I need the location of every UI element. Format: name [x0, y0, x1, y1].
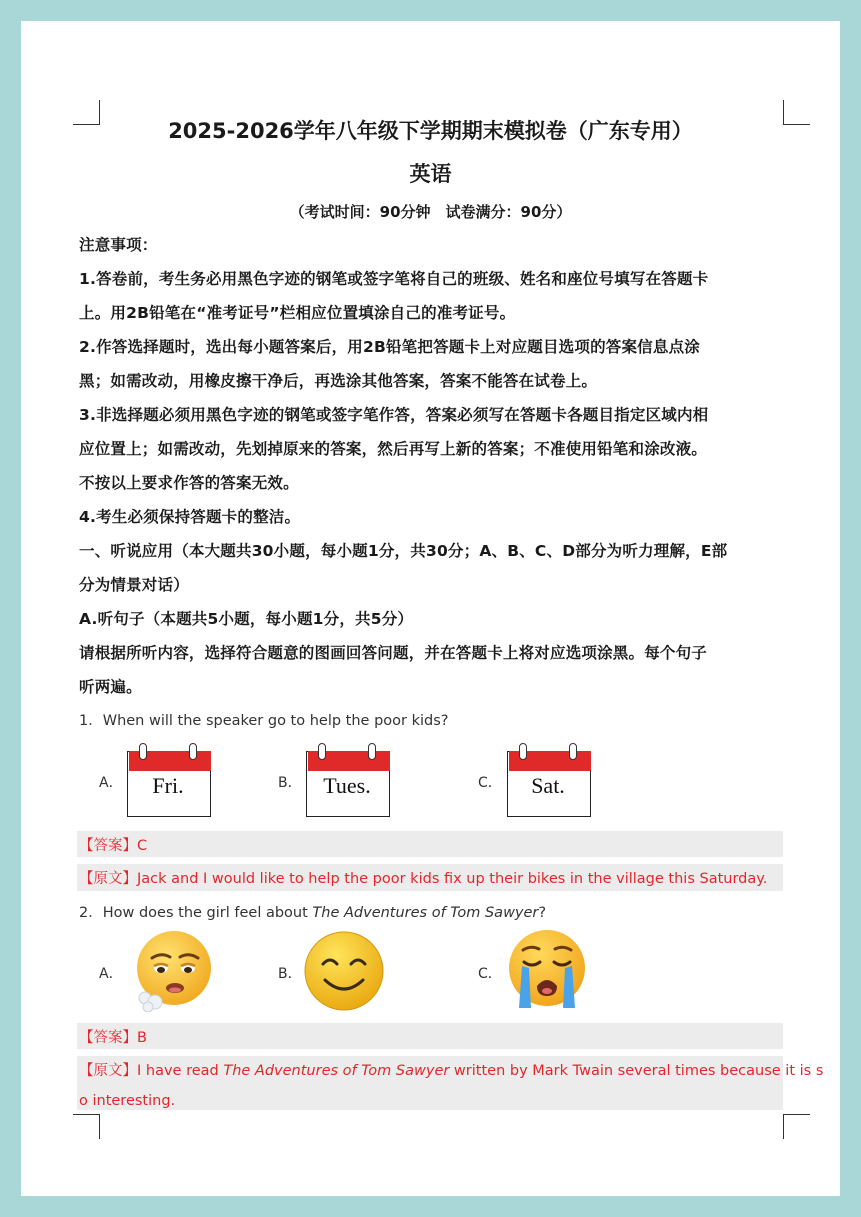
answer-line: [79, 1026, 147, 1047]
calendar-icon: [507, 743, 591, 817]
answer-box: [77, 831, 783, 857]
script-text-cont: written by Mark Twain several times because it is s: [449, 1063, 824, 1079]
option-letter-c: C．: [478, 966, 502, 982]
instruction-line2: 听两遍。: [79, 678, 142, 696]
calendar-icon: [127, 743, 211, 817]
smiling-face-icon: [303, 930, 385, 1012]
answer-tag: 【答案】: [79, 1030, 137, 1046]
answer-tag: 【答案】: [79, 838, 137, 854]
answer-value: B: [137, 1030, 147, 1046]
calendar-ring: [189, 743, 197, 760]
calendar-ring: [318, 743, 326, 760]
crop-mark-bottom-right: [783, 1114, 810, 1139]
calendar-label: Fri.: [152, 773, 184, 798]
question-text: How does the girl feel about: [102, 905, 313, 921]
option-letter-c: C．: [478, 775, 502, 791]
option-letter-b: B．: [278, 775, 302, 791]
crying-face-icon: [505, 928, 589, 1012]
script-text: I have read: [137, 1063, 224, 1079]
script-line-2: o interesting.: [79, 1093, 176, 1109]
question-number: 1．: [79, 713, 103, 729]
notes-line: 应位置上；如需改动，先划掉原来的答案，然后再写上新的答案；不准使用铅笔和涂改液。: [79, 440, 708, 458]
calendar-ring: [139, 743, 147, 760]
script-line: [79, 867, 767, 888]
answer-box: [77, 1023, 783, 1049]
calendar-ring: [368, 743, 376, 760]
notes-line: 不按以上要求作答的答案无效。: [79, 474, 299, 492]
calendar-label: Sat.: [531, 773, 565, 798]
script-tag: 【原文】: [79, 871, 137, 887]
section-heading-line2: 分为情景对话）: [79, 576, 189, 594]
answer-line: [79, 834, 147, 855]
part-a-heading: A.听句子（本题共5小题，每小题1分，共5分）: [79, 610, 414, 628]
exam-page: [21, 21, 840, 1196]
crop-mark-bottom-left: [73, 1114, 100, 1139]
script-line: [79, 1059, 823, 1080]
script-tag: 【原文】: [79, 1063, 137, 1079]
exam-subject: 英语: [409, 162, 452, 186]
book-title: The Adventures of Tom Sawyer: [312, 905, 539, 921]
question-text: When will the speaker go to help the poor kids?: [102, 713, 449, 729]
notes-line: 4.考生必须保持答题卡的整洁。: [79, 508, 301, 526]
answer-value: C: [137, 838, 148, 854]
question-1: [79, 709, 448, 730]
question-number: 2．: [79, 905, 103, 921]
notes-line: 上。用2B铅笔在“准考证号”栏相应位置填涂自己的准考证号。: [79, 304, 516, 322]
exam-info: （考试时间：90分钟 试卷满分：90分）: [289, 203, 572, 221]
option-letter-a: A．: [99, 966, 123, 982]
notes-line: 2.作答选择题时，选出每小题答案后，用2B铅笔把答题卡上对应题目选项的答案信息点涂: [79, 338, 700, 356]
question-2: [79, 901, 546, 922]
script-text: Jack and I would like to help the poor kids fix up their bikes in the village this Saturday.: [137, 871, 768, 887]
calendar-ring: [569, 743, 577, 760]
notes-line: 3.非选择题必须用黑色字迹的钢笔或签字笔作答，答案必须写在答题卡各题目指定区域内相: [79, 406, 709, 424]
script-book-title: The Adventures of Tom Sawyer: [223, 1063, 450, 1079]
option-letter-b: B．: [278, 966, 302, 982]
notes-line: 1.答卷前，考生务必用黑色字迹的钢笔或签字笔将自己的班级、姓名和座位号填写在答题卡: [79, 270, 709, 288]
notes-heading: 注意事项：: [79, 236, 158, 254]
notes-line: 黑；如需改动，用橡皮擦干净后，再选涂其他答案，答案不能答在试卷上。: [79, 372, 598, 390]
calendar-ring: [519, 743, 527, 760]
instruction-line1: 请根据所听内容，选择符合题意的图画回答问题，并在答题卡上将对应选项涂黑。每个句子: [79, 644, 708, 662]
tired-face-icon: [128, 930, 214, 1012]
option-letter-a: A．: [99, 775, 123, 791]
section-heading-line1: 一、听说应用（本大题共30小题，每小题1分，共30分；A、B、C、D部分为听力理解，E部: [79, 542, 728, 560]
exam-title: 2025-2026学年八年级下学期期末模拟卷（广东专用）: [168, 119, 693, 143]
calendar-icon: [306, 743, 390, 817]
question-text-end: ?: [538, 905, 547, 921]
calendar-label: Tues.: [323, 773, 371, 798]
